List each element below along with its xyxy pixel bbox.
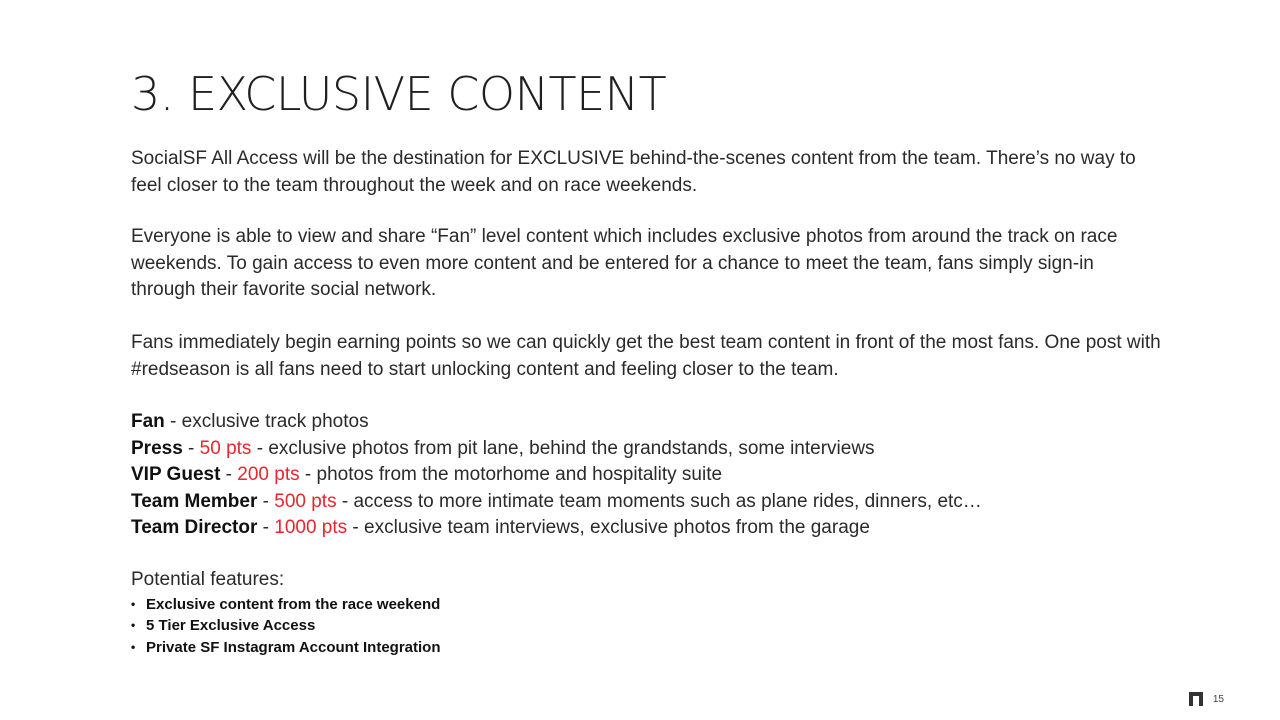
tier-name: Team Director	[131, 517, 258, 538]
tier-name: Press	[131, 437, 183, 459]
list-item	[131, 637, 1161, 659]
tier-row-press	[131, 436, 1161, 463]
points-paragraph	[131, 330, 1161, 383]
tier-points: 500 pts	[274, 490, 337, 512]
list-item	[131, 594, 1161, 616]
tier-name: Fan	[131, 411, 165, 432]
tier-list	[131, 409, 1161, 542]
tier-name: Team Member	[131, 490, 258, 512]
bullet-icon: •	[131, 618, 136, 632]
tier-description: - access to more intimate team moments such as plane rides, dinners, etc…	[336, 490, 982, 512]
tier-name: VIP Guest	[131, 464, 221, 485]
tier-description: - exclusive team interviews, exclusive photos from the garage	[347, 517, 870, 538]
paragraph-text: Fans immediately begin earning points so we can quickly get the best team content in front of the most fans. One post with #redseason is all fans need to start unlocking content and feeling closer to the team.	[131, 332, 1161, 380]
tier-points: 1000 pts	[274, 517, 348, 538]
bullet-icon: •	[131, 596, 136, 611]
slide-title: 3. EXCLUSIVE CONTENT	[131, 67, 667, 121]
tier-points: 200 pts	[237, 464, 300, 485]
tier-points: 50 pts	[199, 437, 252, 459]
features-title: Potential features:	[131, 569, 285, 590]
tier-row-team-member	[131, 489, 1161, 516]
tier-separator: -	[257, 517, 275, 538]
paragraph-text: SocialSF All Access will be the destination for EXCLUSIVE behind-the-scenes content from the team. There’s no way to feel closer to the team throughout the week and on race weekends.	[131, 148, 1136, 196]
features-section	[131, 567, 1161, 658]
intro-paragraph	[131, 146, 1161, 199]
tier-row-team-director	[131, 515, 1161, 542]
feature-text: Exclusive content from the race weekend	[146, 595, 441, 613]
slide-footer	[1189, 692, 1224, 706]
tier-description: - photos from the motorhome and hospitality suite	[299, 464, 723, 485]
tier-row-fan	[131, 409, 1161, 436]
tier-description: exclusive track photos	[181, 411, 369, 432]
tier-row-vip-guest	[131, 462, 1161, 489]
tier-separator: -	[164, 411, 182, 432]
fan-level-paragraph	[131, 224, 1161, 304]
tier-separator: -	[257, 490, 275, 512]
tier-separator: -	[182, 437, 200, 459]
tier-description: - exclusive photos from pit lane, behind the grandstands, some interviews	[251, 437, 875, 459]
list-item	[131, 615, 1161, 637]
brand-logo-icon	[1189, 692, 1203, 706]
bullet-icon: •	[131, 639, 136, 654]
tier-separator: -	[220, 464, 238, 485]
features-list	[131, 594, 1161, 659]
page-number: 15	[1212, 693, 1224, 705]
feature-text: 5 Tier Exclusive Access	[146, 617, 316, 634]
feature-text: Private SF Instagram Account Integration	[146, 638, 441, 656]
paragraph-text: Everyone is able to view and share “Fan” level content which includes exclusive photos from around the track on race weekends. To gain access to even more content and be entered for a chance to meet the team, fans simply sign-in through their favorite social network.	[131, 226, 1118, 300]
